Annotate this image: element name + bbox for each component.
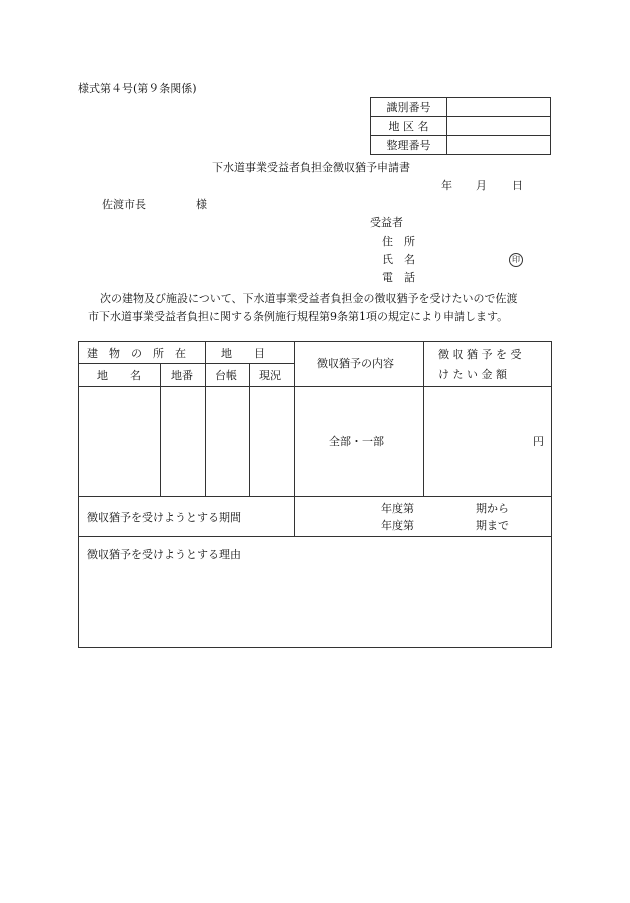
id-label: 識別番号 bbox=[371, 98, 447, 117]
header-building-location: 建 物 の 所 在 bbox=[87, 347, 186, 360]
body-line-1: 次の建物及び施設について、下水道事業受益者負担金の徴収猶予を受けたいので佐渡 bbox=[100, 292, 518, 305]
period-from-term: 期から bbox=[476, 502, 509, 515]
col-divider bbox=[294, 341, 295, 537]
id-row bbox=[371, 117, 551, 136]
applicant-heading: 受益者 bbox=[370, 216, 403, 229]
body-bottom-line bbox=[78, 496, 551, 497]
application-table bbox=[78, 341, 552, 648]
form-number: 様式第４号(第９条関係) bbox=[78, 82, 197, 95]
date-year: 年 bbox=[441, 179, 452, 192]
header-bottom-line bbox=[78, 386, 551, 387]
address-label: 住 所 bbox=[382, 235, 415, 248]
district-value-field[interactable] bbox=[447, 117, 551, 136]
col-divider bbox=[249, 363, 250, 497]
period-to-year: 年度第 bbox=[381, 519, 414, 532]
period-to-term: 期まで bbox=[476, 519, 509, 532]
col-divider bbox=[205, 341, 206, 497]
period-from-year: 年度第 bbox=[381, 502, 414, 515]
header-deferral-content: 徴収猶予の内容 bbox=[317, 357, 394, 370]
id-row bbox=[371, 136, 551, 155]
header-lot-number: 地番 bbox=[171, 369, 193, 382]
seal-icon: 印 bbox=[509, 253, 523, 267]
addressee-name: 佐渡市長 bbox=[102, 198, 146, 211]
header-amount-line-2: け た い 金 額 bbox=[438, 368, 507, 381]
col-divider bbox=[160, 363, 161, 497]
reason-label: 徴収猶予を受けようとする理由 bbox=[87, 548, 241, 561]
district-label: 地 区 名 bbox=[371, 117, 447, 136]
id-row bbox=[371, 98, 551, 117]
header-lot-name: 地 名 bbox=[97, 369, 141, 382]
period-bottom-line bbox=[78, 536, 551, 537]
header-current: 現況 bbox=[259, 369, 281, 382]
header-divider bbox=[78, 363, 295, 364]
scope-selection[interactable]: 全部・一部 bbox=[329, 435, 384, 448]
id-table bbox=[370, 97, 551, 155]
reference-value-field[interactable] bbox=[447, 136, 551, 155]
date-month: 月 bbox=[476, 179, 487, 192]
header-amount-line-1: 徴 収 猶 予 を 受 bbox=[438, 348, 522, 361]
document-title: 下水道事業受益者負担金徴収猶予申請書 bbox=[212, 161, 410, 174]
header-register: 台帳 bbox=[215, 369, 237, 382]
body-line-2: 市下水道事業受益者負担に関する条例施行規程第9条第1項の規定により申請します。 bbox=[88, 310, 509, 323]
addressee-honorific: 様 bbox=[196, 198, 207, 211]
id-value-field[interactable] bbox=[447, 98, 551, 117]
col-divider bbox=[423, 341, 424, 497]
reference-label: 整理番号 bbox=[371, 136, 447, 155]
header-land-category: 地 目 bbox=[221, 347, 265, 360]
seal-mark bbox=[509, 253, 523, 267]
period-label: 徴収猶予を受けようとする期間 bbox=[87, 511, 241, 524]
currency-unit: 円 bbox=[533, 435, 544, 448]
phone-label: 電 話 bbox=[382, 271, 415, 284]
date-day: 日 bbox=[512, 179, 523, 192]
name-label: 氏 名 bbox=[382, 253, 415, 266]
